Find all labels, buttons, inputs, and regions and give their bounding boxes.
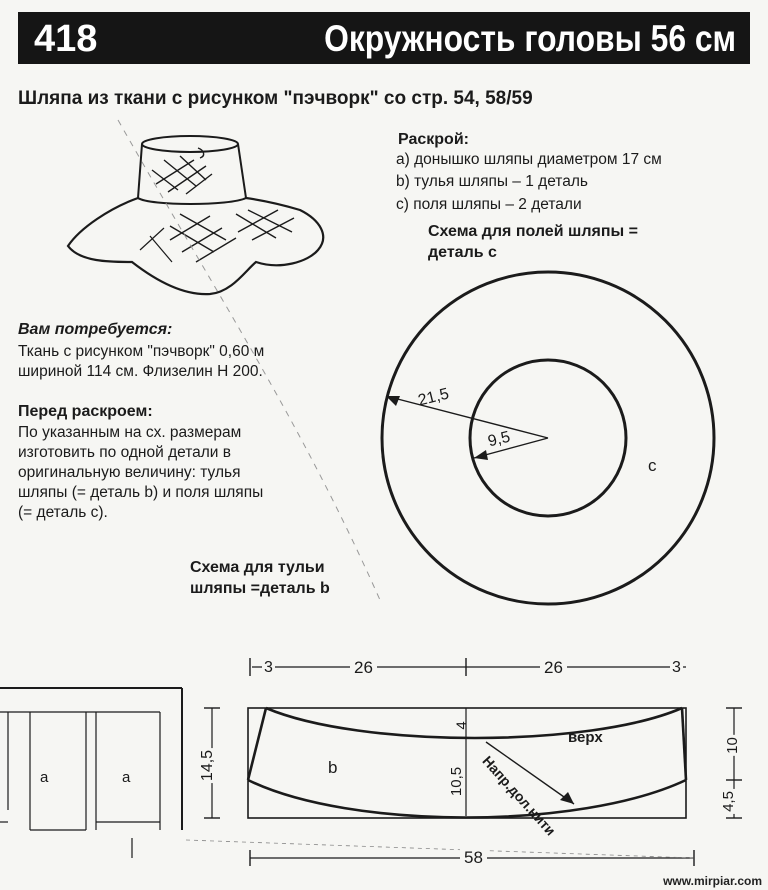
dim-26-left: 26 (350, 658, 377, 677)
crown-scheme-title-2: шляпы =деталь b (190, 580, 330, 597)
pattern-subtitle: Шляпа из ткани с рисунком "пэчворк" со стр. 54, 58/59 (18, 88, 533, 109)
dim-26-right: 26 (540, 658, 567, 677)
dim-right-10: 10 (723, 737, 741, 754)
outer-radius-label: 21,5 (416, 385, 451, 410)
crown-scheme-drawing (186, 658, 742, 866)
left-fragment-label-1: а (40, 769, 49, 786)
dim-right-4-5: 4,5 (719, 791, 737, 812)
crown-bottom-curve (248, 780, 686, 818)
brim-scheme-title-2: деталь с (428, 244, 497, 261)
outer-radius-arrow (386, 396, 400, 406)
dim-right-3: 3 (672, 659, 681, 676)
materials-line-1: Ткань с рисунком "пэчворк" 0,60 м (18, 343, 265, 360)
grain-guide-arc (118, 120, 380, 600)
hat-illustration-icon (68, 136, 323, 294)
brim-part-label: с (648, 456, 657, 475)
materials-heading: Вам потребуется: (18, 321, 173, 338)
crown-top-label: верх (568, 729, 603, 746)
inner-radius-arrow (474, 450, 488, 460)
page-number: 418 (34, 18, 98, 60)
brim-scheme-title-1: Схема для полей шляпы = (428, 223, 638, 240)
cutting-heading: Раскрой: (398, 131, 469, 148)
footer-url: www.mirpiar.com (663, 874, 762, 888)
before-cutting-line-5: (= деталь c). (18, 504, 108, 521)
before-cutting-line-1: По указанным на сх. размерам (18, 424, 242, 441)
cutting-item-b: b) тулья шляпы – 1 деталь (396, 173, 588, 190)
crown-top-curve (266, 708, 682, 738)
crown-scheme-title-1: Схема для тульи (190, 559, 325, 576)
page-title: Окружность головы 56 см (323, 18, 736, 59)
before-cutting-heading: Перед раскроем: (18, 403, 153, 420)
dim-depth-10-5: 10,5 (448, 766, 466, 797)
grain-direction-label: Напр.дол.нити (479, 752, 559, 839)
left-fragment-drawing (0, 688, 182, 858)
cutting-item-a: а) донышко шляпы диаметром 17 см (396, 151, 662, 168)
inner-radius-label: 9,5 (486, 428, 512, 451)
before-cutting-line-3: оригинальную величину: тулья (18, 464, 241, 481)
dim-left-height: 14,5 (199, 749, 217, 782)
cutting-item-c: c) поля шляпы – 2 детали (396, 196, 582, 213)
crown-left-edge (248, 708, 266, 780)
left-fragment-label-2: а (122, 769, 131, 786)
before-cutting-line-2: изготовить по одной детали в (18, 444, 232, 461)
before-cutting-line-4: шляпы (= деталь b) и поля шляпы (18, 484, 264, 501)
crown-part-label: b (328, 758, 338, 777)
brim-scheme-drawing (382, 272, 714, 604)
dim-bottom-58: 58 (460, 848, 487, 867)
materials-line-2: шириной 114 см. Флизелин Н 200. (18, 363, 263, 380)
dim-left-3: 3 (264, 659, 273, 676)
dim-depth-4: 4 (453, 721, 471, 730)
outer-radius-line (386, 396, 548, 438)
